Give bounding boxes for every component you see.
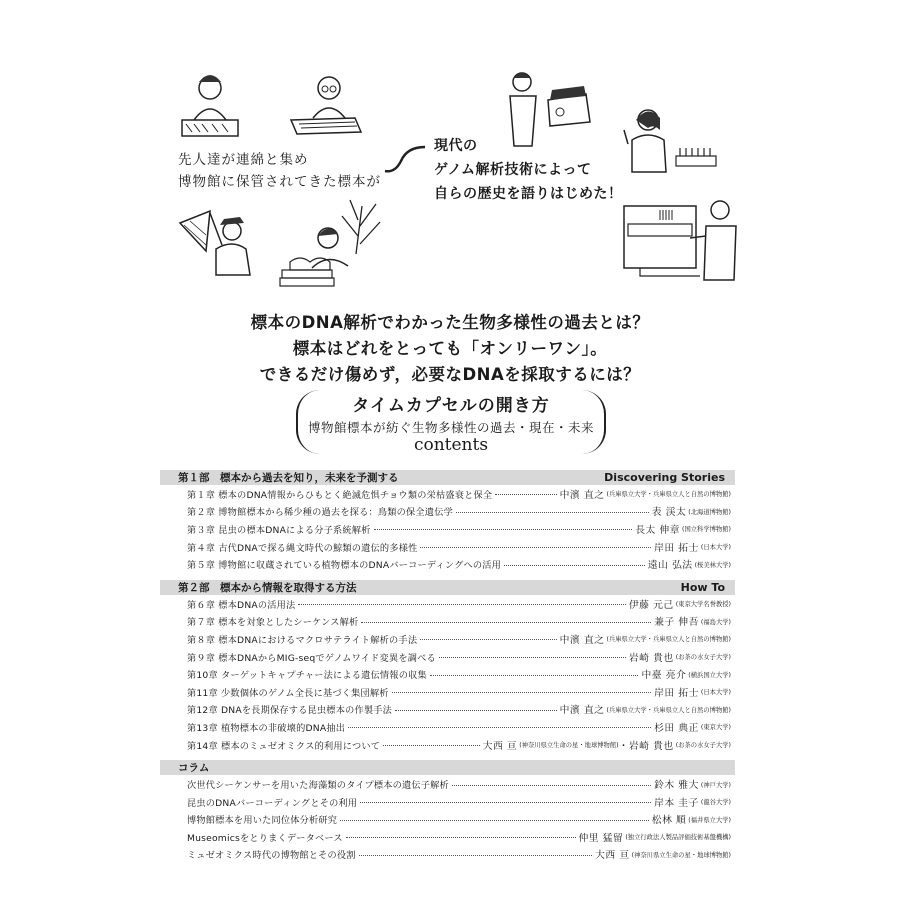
toc-entry [160,485,735,503]
entry-title: 第12章 DNAを長期保存する昆虫標本の作製手法 [187,705,393,717]
entry-affiliation: (独立行政法人製品評価技術基盤機構) [625,834,731,842]
leader-dots [456,512,649,513]
entry-affiliation-2: (お茶の水女子大学) [675,742,731,750]
part-1-header [160,470,735,485]
entry-author: 表 渓太 [651,507,687,519]
caption-right-line-2: ゲノム解析技術によって [434,162,592,178]
entry-title: 第13章 植物標本の非破壊的DNA抽出 [187,722,346,734]
entry-title: 第11章 少数個体のゲノム全長に基づく集団解析 [187,687,389,699]
leader-dots [360,802,651,803]
entry-author: 鈴木 雅大 [654,780,699,792]
entry-affiliation: (龍谷大学) [700,799,731,807]
leader-dots [420,547,651,548]
question-2: 標本はどれをとっても「オンリーワン」。 [292,339,608,358]
entry-affiliation: (横浜国立大学) [688,671,731,679]
leader-dots [439,657,626,658]
toc-entry [160,701,735,719]
entry-author: 中濱 直之 [559,489,605,501]
leader-dots [392,692,651,693]
part-2-english: How To [680,580,725,594]
leader-dots [430,675,639,676]
leader-dots [348,727,651,728]
column-entry [160,775,735,793]
leader-dots [504,565,645,566]
leader-dots [298,604,625,605]
entry-author: 杉田 典正 [654,722,699,734]
leader-dots [340,820,649,821]
leader-dots [452,785,651,786]
caption-right [434,134,634,206]
entry-affiliation: (福島大学) [700,618,731,626]
leader-dots [361,622,651,623]
caption-left-line-2: 博物館に保管されてきた標本が [178,174,381,190]
leader-dots [395,710,557,711]
column-label: コラム [178,762,210,775]
questions [150,310,750,388]
column-entry [160,811,735,829]
entry-author: 岩崎 貴也 [628,652,674,664]
part-1-label: 第１部 標本から過去を知り，未来を予測する [178,472,399,484]
entry-affiliation: (兵庫県立大学・兵庫県立人と自然の博物館) [606,706,731,714]
toc-entry [160,665,735,683]
entry-affiliation: (日本大学) [700,689,731,697]
column-entry [160,793,735,811]
entry-affiliation: (神奈川県立生命の星・地球博物館) [631,851,731,859]
wave-connector [383,143,429,179]
entry-title: 第８章 標本DNAにおけるマクロサテライト解析の手法 [187,634,418,646]
entry-author: 岸本 圭子 [654,797,699,809]
entry-author: 大西 亘 [482,740,518,752]
entry-affiliation: (福井県立大学) [688,816,731,824]
entry-title: Museomicsをとりまくデータベース [187,832,343,844]
entry-title: 第２章 博物館標本から稀少種の過去を探る：鳥類の保全遺伝学 [187,507,453,519]
illustration-woman-sewing-specimens [170,70,250,142]
toc-entry [160,718,735,736]
toc-entry [160,503,735,521]
entry-title: 第７章 標本を対象としたシーケンス解析 [187,617,359,629]
table-of-contents [160,470,735,863]
entry-author: 長太 伸章 [635,524,680,536]
entry-affiliation: (兵庫県立大学・兵庫県立人と自然の博物館) [606,491,731,499]
column-entry [160,828,735,846]
column-entry [160,846,735,864]
book-title: タイムカプセルの開き方 [352,396,550,416]
leader-dots [420,639,556,640]
leader-dots [374,529,633,530]
entry-author: 兼子 伸吾 [654,617,699,629]
toc-entry [160,520,735,538]
entry-title: 第３章 昆虫の標本DNAによる分子系統解析 [187,524,371,536]
entry-author: 松林 順 [651,815,687,827]
entry-title: 第９章 標本DNAからMIG-seqでゲノムワイド変異を調べる [187,652,436,664]
leader-dots [495,494,556,495]
entry-affiliation: (桜美林大学) [694,561,731,569]
entry-title: 博物館標本を用いた同位体分析研究 [187,815,338,827]
caption-left [178,149,408,193]
entry-title: 次世代シーケンサーを用いた海藻類のタイプ標本の遺伝子解析 [187,780,449,792]
toc-entry [160,683,735,701]
toc-entry [160,595,735,613]
entry-author: 中濱 直之 [559,705,605,717]
toc-entry [160,736,735,754]
entry-title: 第１章 標本のDNA情報からひもとく絶滅危惧チョウ類の栄枯盛衰と保全 [187,489,493,501]
question-3: できるだけ傷めず，必要なDNAを採取するには？ [259,365,641,384]
illustration-man-with-insect-net [176,205,256,281]
illustration-researcher-with-sequencer [620,196,745,288]
entry-author: 岸田 拓士 [654,687,699,699]
entry-author: 伊藤 元己 [628,599,674,611]
caption-right-line-3: 自らの歴史を語りはじめた！ [434,186,623,202]
entry-author: 遠山 弘法 [647,560,693,572]
part-2-label: 第２部 標本から情報を取得する方法 [178,581,357,594]
entry-affiliation: (東京大学) [700,724,731,732]
illustration-man-pressing-plants [285,72,367,140]
entry-affiliation: (神戸大学) [700,781,731,789]
column-rows [160,775,735,863]
part-1-english: Discovering Stories [604,471,725,484]
toc-entry [160,555,735,573]
toc-entry [160,538,735,556]
book-title-block [296,390,606,458]
question-1: 標本のDNA解析でわかった生物多様性の過去とは？ [250,313,650,332]
entry-author: 岸田 拓士 [654,542,699,554]
entry-affiliation: (兵庫県立大学・兵庫県立人と自然の博物館) [606,636,731,644]
entry-affiliation: (東京大学名誉教授) [675,601,731,609]
entry-title: 第10章 ターゲットキャプチャー法による遺伝情報の収集 [187,670,427,682]
part-1-rows [160,485,735,573]
entry-affiliation: (国立科学博物館) [682,526,731,534]
entry-title: 第５章 博物館に収蔵されている植物標本のDNAバーコーディングへの活用 [187,560,502,572]
toc-entry [160,630,735,648]
part-2-header [160,580,735,595]
illustration-woman-with-plant-and-books [276,196,391,294]
entry-title: ミュゼオミクス時代の博物館とその役割 [187,850,356,862]
column-header [160,760,735,775]
book-subtitle: 博物館標本が紡ぐ生物多様性の過去・現在・未来 [307,420,594,435]
entry-author-2: ・岩崎 貴也 [618,740,674,752]
entry-title: 第６章 標本DNAの活用法 [187,599,296,611]
entry-affiliation: (神奈川県立生命の星・地球博物館) [519,742,619,750]
entry-affiliation: (日本大学) [700,544,731,552]
toc-entry [160,613,735,631]
entry-affiliation: (お茶の水女子大学) [675,654,731,662]
toc-entry [160,648,735,666]
caption-left-line-1: 先人達が連綿と集め [178,152,309,168]
entry-title: 昆虫のDNAバーコーディングとその利用 [187,797,358,809]
caption-right-line-1: 現代の [434,138,478,154]
entry-affiliation: (北海道博物館) [688,508,731,516]
leader-dots [346,837,576,838]
leader-dots [359,855,592,856]
entry-author: 大西 亘 [595,850,630,862]
contents-label: contents [413,435,489,455]
part-2-rows [160,595,735,753]
entry-author: 中濱 直之 [559,634,605,646]
entry-title: 第４章 古代DNAで探る縄文時代の鯨類の遺伝的多様性 [187,542,418,554]
entry-title: 第14章 標本のミュゼオミクス的利用について [187,740,381,752]
entry-author: 中臺 亮介 [641,670,687,682]
leader-dots [383,745,480,746]
entry-author: 仲里 猛留 [578,832,624,844]
